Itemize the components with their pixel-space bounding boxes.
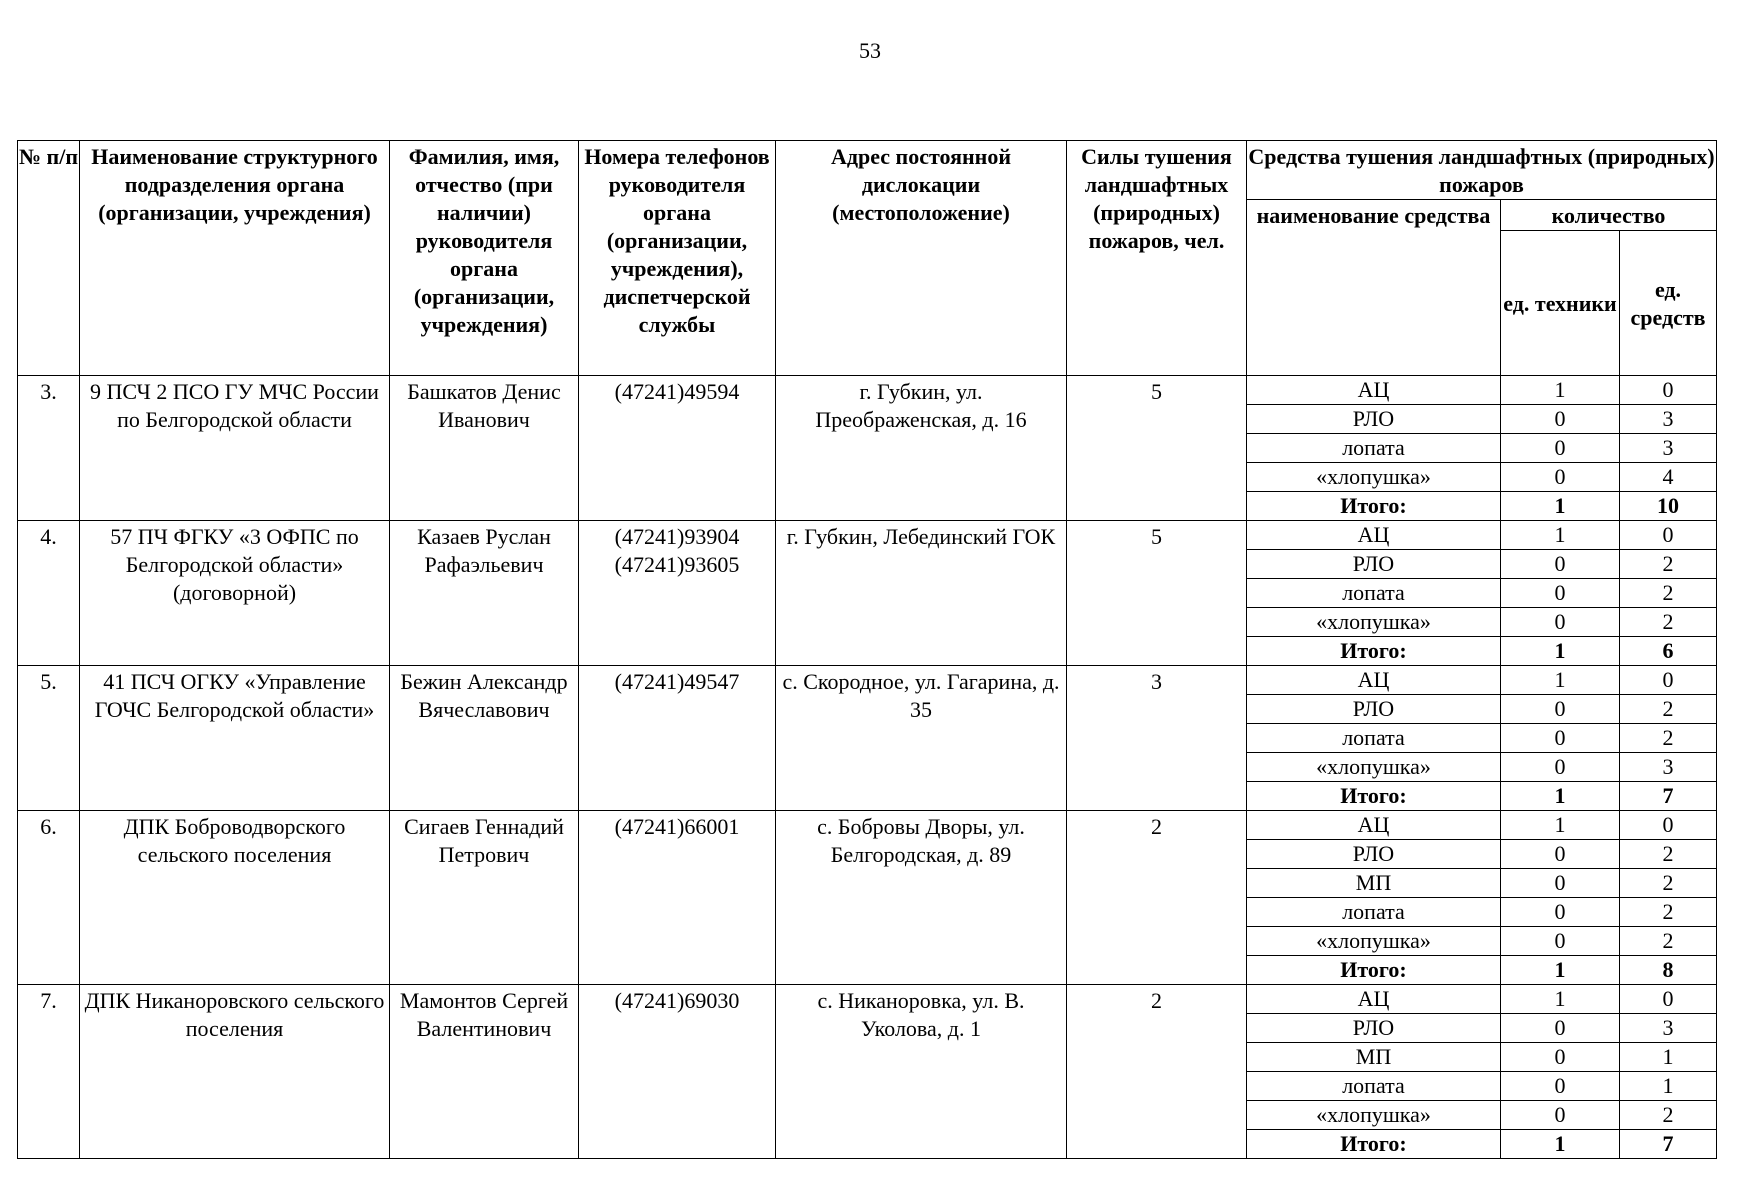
header-phones: Номера телефонов руководителя органа (организации, учреждения), диспетчерской службы: [579, 141, 776, 376]
equipment-tech-count: 0: [1501, 463, 1620, 492]
equipment-name: Итого:: [1247, 956, 1501, 985]
equipment-name: «хлопушка»: [1247, 927, 1501, 956]
equipment-means-count: 2: [1620, 898, 1717, 927]
equipment-name: МП: [1247, 869, 1501, 898]
unit-name: ДПК Никаноровского сельского поселения: [80, 985, 390, 1159]
equipment-means-count: 8: [1620, 956, 1717, 985]
equipment-tech-count: 0: [1501, 869, 1620, 898]
row-number: 6.: [18, 811, 80, 985]
equipment-means-count: 2: [1620, 1101, 1717, 1130]
row-number: 7.: [18, 985, 80, 1159]
address: с. Никаноровка, ул. В. Уколова, д. 1: [776, 985, 1067, 1159]
equipment-means-count: 1: [1620, 1043, 1717, 1072]
equipment-means-count: 2: [1620, 869, 1717, 898]
equipment-tech-count: 1: [1501, 782, 1620, 811]
equipment-tech-count: 0: [1501, 1101, 1620, 1130]
equipment-name: лопата: [1247, 1072, 1501, 1101]
equipment-name: РЛО: [1247, 405, 1501, 434]
equipment-name: лопата: [1247, 434, 1501, 463]
equipment-name: «хлопушка»: [1247, 753, 1501, 782]
equipment-tech-count: 0: [1501, 1014, 1620, 1043]
equipment-tech-count: 0: [1501, 927, 1620, 956]
equipment-name: «хлопушка»: [1247, 608, 1501, 637]
equipment-name: лопата: [1247, 898, 1501, 927]
equipment-tech-count: 0: [1501, 724, 1620, 753]
equipment-name: Итого:: [1247, 637, 1501, 666]
equipment-means-count: 3: [1620, 434, 1717, 463]
equipment-tech-count: 0: [1501, 405, 1620, 434]
equipment-means-count: 2: [1620, 579, 1717, 608]
address: с. Скородное, ул. Гагарина, д. 35: [776, 666, 1067, 811]
row-number: 4.: [18, 521, 80, 666]
phone-numbers: (47241)69030: [579, 985, 776, 1159]
unit-name: 41 ПСЧ ОГКУ «Управление ГОЧС Белгородской области»: [80, 666, 390, 811]
equipment-means-count: 3: [1620, 1014, 1717, 1043]
equipment-tech-count: 0: [1501, 1043, 1620, 1072]
head-name: Мамонтов Сергей Валентинович: [390, 985, 579, 1159]
unit-name: 57 ПЧ ФГКУ «3 ОФПС по Белгородской области» (договорной): [80, 521, 390, 666]
equipment-name: АЦ: [1247, 376, 1501, 405]
header-unit: Наименование структурного подразделения органа (организации, учреждения): [80, 141, 390, 376]
equipment-tech-count: 1: [1501, 521, 1620, 550]
equipment-tech-count: 0: [1501, 840, 1620, 869]
equipment-means-count: 3: [1620, 405, 1717, 434]
unit-name: 9 ПСЧ 2 ПСО ГУ МЧС России по Белгородской области: [80, 376, 390, 521]
equipment-means-count: 2: [1620, 608, 1717, 637]
header-units-tech: ед. техники: [1501, 231, 1620, 376]
equipment-means-count: 7: [1620, 1130, 1717, 1159]
page-number: 53: [859, 38, 881, 63]
equipment-means-count: 2: [1620, 927, 1717, 956]
equipment-name: «хлопушка»: [1247, 463, 1501, 492]
equipment-name: «хлопушка»: [1247, 1101, 1501, 1130]
equipment-means-count: 6: [1620, 637, 1717, 666]
equipment-name: РЛО: [1247, 840, 1501, 869]
equipment-means-count: 1: [1620, 1072, 1717, 1101]
table-row: [18, 666, 1717, 695]
equipment-means-count: 0: [1620, 521, 1717, 550]
row-number: 5.: [18, 666, 80, 811]
equipment-means-count: 0: [1620, 811, 1717, 840]
phone-numbers: (47241)66001: [579, 811, 776, 985]
header-means: Средства тушения ландшафтных (природных) пожаров: [1247, 141, 1717, 200]
forces-count: 5: [1067, 376, 1247, 521]
forces-count: 5: [1067, 521, 1247, 666]
equipment-name: АЦ: [1247, 985, 1501, 1014]
equipment-tech-count: 1: [1501, 376, 1620, 405]
equipment-tech-count: 0: [1501, 434, 1620, 463]
equipment-means-count: 7: [1620, 782, 1717, 811]
equipment-name: Итого:: [1247, 1130, 1501, 1159]
equipment-tech-count: 0: [1501, 1072, 1620, 1101]
equipment-tech-count: 0: [1501, 608, 1620, 637]
equipment-tech-count: 0: [1501, 898, 1620, 927]
equipment-means-count: 2: [1620, 550, 1717, 579]
phone-numbers: (47241)93904 (47241)93605: [579, 521, 776, 666]
equipment-name: Итого:: [1247, 492, 1501, 521]
header-address: Адрес постоянной дислокации (местоположение): [776, 141, 1067, 376]
equipment-name: лопата: [1247, 724, 1501, 753]
header-num: № п/п: [18, 141, 80, 376]
equipment-name: МП: [1247, 1043, 1501, 1072]
equipment-name: АЦ: [1247, 666, 1501, 695]
equipment-means-count: 0: [1620, 666, 1717, 695]
equipment-means-count: 4: [1620, 463, 1717, 492]
equipment-tech-count: 1: [1501, 956, 1620, 985]
row-number: 3.: [18, 376, 80, 521]
equipment-name: РЛО: [1247, 550, 1501, 579]
equipment-tech-count: 1: [1501, 666, 1620, 695]
equipment-tech-count: 0: [1501, 753, 1620, 782]
equipment-name: АЦ: [1247, 811, 1501, 840]
header-units-means: ед. средств: [1620, 231, 1717, 376]
forces-count: 3: [1067, 666, 1247, 811]
table-body: [18, 376, 1717, 1159]
table-row: [18, 985, 1717, 1014]
fire-units-table: [17, 140, 1717, 1159]
head-name: Казаев Руслан Рафаэльевич: [390, 521, 579, 666]
unit-name: ДПК Боброводворского сельского поселения: [80, 811, 390, 985]
head-name: Башкатов Денис Иванович: [390, 376, 579, 521]
equipment-tech-count: 1: [1501, 637, 1620, 666]
equipment-means-count: 2: [1620, 840, 1717, 869]
equipment-means-count: 10: [1620, 492, 1717, 521]
equipment-tech-count: 1: [1501, 492, 1620, 521]
equipment-tech-count: 1: [1501, 1130, 1620, 1159]
equipment-means-count: 2: [1620, 724, 1717, 753]
equipment-name: лопата: [1247, 579, 1501, 608]
forces-count: 2: [1067, 985, 1247, 1159]
table-row: [18, 521, 1717, 550]
equipment-tech-count: 0: [1501, 579, 1620, 608]
equipment-means-count: 0: [1620, 376, 1717, 405]
equipment-means-count: 3: [1620, 753, 1717, 782]
address: с. Бобровы Дворы, ул. Белгородская, д. 89: [776, 811, 1067, 985]
equipment-tech-count: 0: [1501, 695, 1620, 724]
equipment-name: РЛО: [1247, 1014, 1501, 1043]
equipment-means-count: 0: [1620, 985, 1717, 1014]
header-quantity: количество: [1501, 200, 1717, 231]
header-head: Фамилия, имя, отчество (при наличии) руководителя органа (организации, учреждения): [390, 141, 579, 376]
table-row: [18, 811, 1717, 840]
forces-count: 2: [1067, 811, 1247, 985]
equipment-name: РЛО: [1247, 695, 1501, 724]
head-name: Бежин Александр Вячеславович: [390, 666, 579, 811]
header-means-name: наименование средства: [1247, 200, 1501, 376]
equipment-tech-count: 0: [1501, 550, 1620, 579]
equipment-tech-count: 1: [1501, 811, 1620, 840]
table-row: [18, 376, 1717, 405]
header-forces: Силы тушения ландшафтных (природных) пожаров, чел.: [1067, 141, 1247, 376]
phone-numbers: (47241)49594: [579, 376, 776, 521]
equipment-tech-count: 1: [1501, 985, 1620, 1014]
equipment-name: Итого:: [1247, 782, 1501, 811]
phone-numbers: (47241)49547: [579, 666, 776, 811]
equipment-means-count: 2: [1620, 695, 1717, 724]
address: г. Губкин, Лебединский ГОК: [776, 521, 1067, 666]
head-name: Сигаев Геннадий Петрович: [390, 811, 579, 985]
equipment-name: АЦ: [1247, 521, 1501, 550]
address: г. Губкин, ул. Преображенская, д. 16: [776, 376, 1067, 521]
